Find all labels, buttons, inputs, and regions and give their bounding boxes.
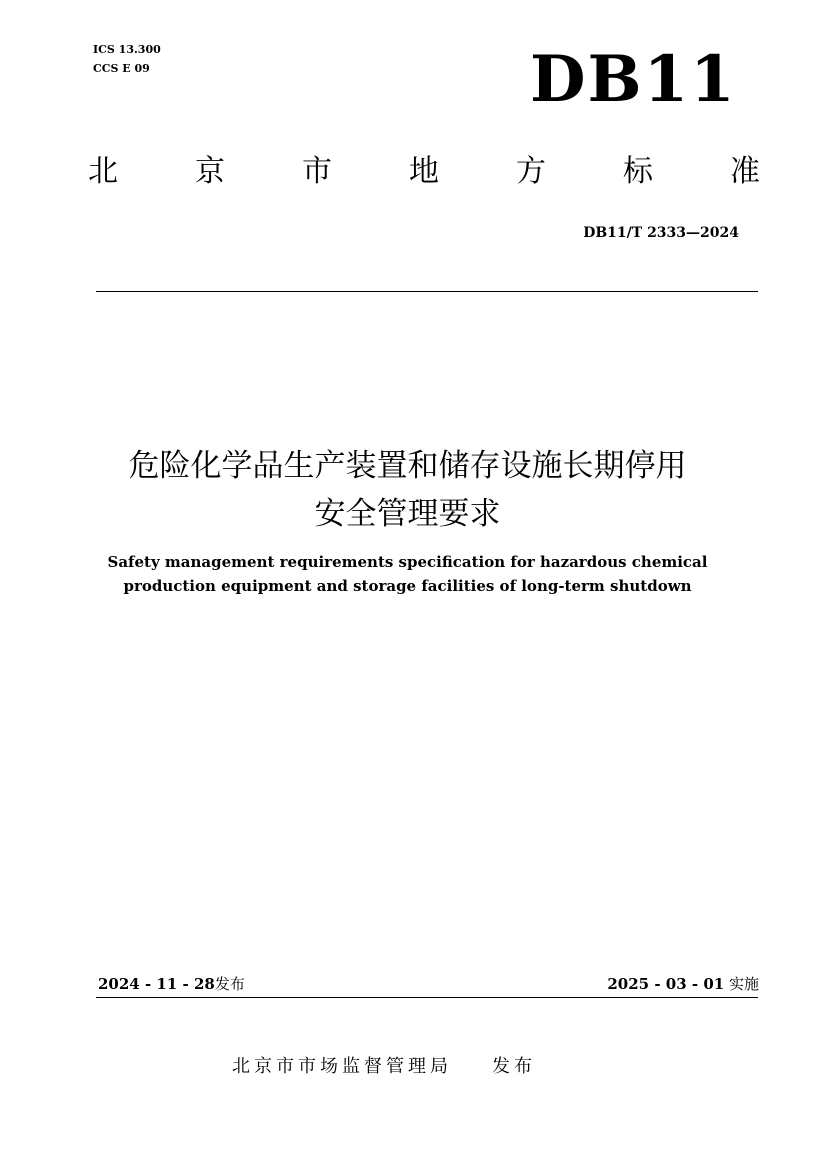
- standard-type-char: 标: [623, 154, 653, 189]
- publisher: [232, 1053, 536, 1081]
- publisher-name: 北京市市场监督管理局: [232, 1056, 452, 1077]
- standard-type-char: 准: [730, 154, 760, 189]
- header-divider: [96, 291, 758, 292]
- implement-date: 2025 - 03 - 01: [607, 975, 725, 993]
- standard-type-title: [88, 150, 760, 194]
- ics-code: ICS 13.300: [93, 43, 161, 56]
- en-title-line-2: production equipment and storage facilities of long-term shutdown: [123, 577, 692, 595]
- db-logo: DB11: [530, 42, 737, 117]
- issue-date-block: [98, 972, 245, 996]
- classification-codes: [93, 40, 161, 78]
- ccs-code: CCS E 09: [93, 62, 150, 75]
- standard-type-char: 京: [195, 154, 225, 189]
- standard-type-char: 北: [88, 154, 118, 189]
- cn-title-line-1: 危险化学品生产装置和储存设施长期停用: [128, 448, 687, 484]
- issue-date: 2024 - 11 - 28: [98, 975, 215, 993]
- standard-type-char: 市: [302, 154, 332, 189]
- publisher-action: 发布: [492, 1056, 536, 1077]
- standard-type-char: 地: [409, 154, 439, 189]
- en-title-line-1: Safety management requirements specification for hazardous chemical: [107, 553, 708, 571]
- footer-divider: [96, 997, 758, 998]
- issue-label: 发布: [214, 975, 245, 993]
- implement-label: 实施: [728, 975, 759, 993]
- standard-type-char: 方: [516, 154, 546, 189]
- implement-date-block: [607, 972, 759, 996]
- standard-number: DB11/T 2333—2024: [583, 225, 739, 241]
- cn-title-line-2: 安全管理要求: [314, 496, 501, 532]
